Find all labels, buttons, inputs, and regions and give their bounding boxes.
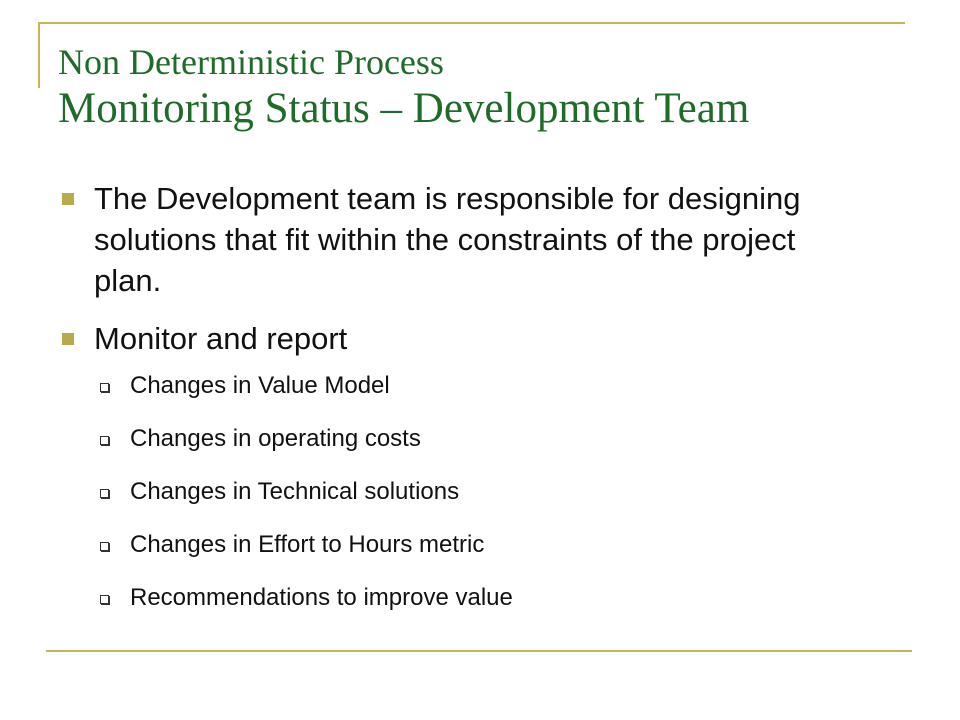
title-line-1: Non Deterministic Process — [58, 42, 444, 82]
hollow-square-bullet-icon — [100, 436, 109, 445]
sub-bullet-item — [58, 477, 838, 507]
bullet-text: The Development team is responsible for designing solutions that fit within the constraints of the project plan. — [94, 181, 801, 298]
title-line-2: Monitoring Status – Development Team — [58, 85, 750, 132]
sub-bullet-text: Recommendations to improve value — [130, 584, 513, 611]
left-rule — [38, 22, 40, 88]
hollow-square-bullet-icon — [100, 489, 109, 498]
slide-body — [58, 178, 838, 636]
sub-bullet-text: Changes in Technical solutions — [130, 478, 460, 505]
sub-bullet-list — [58, 371, 838, 613]
sub-bullet-text: Changes in Effort to Hours metric — [130, 531, 485, 558]
bullet-item — [58, 178, 838, 301]
hollow-square-bullet-icon — [100, 595, 109, 604]
square-bullet-icon — [62, 333, 74, 345]
hollow-square-bullet-icon — [100, 383, 109, 392]
top-rule — [40, 22, 905, 24]
bullet-item — [58, 318, 838, 359]
square-bullet-icon — [62, 193, 74, 205]
sub-bullet-text: Changes in Value Model — [130, 372, 390, 399]
bottom-rule — [46, 650, 912, 652]
sub-bullet-item — [58, 583, 838, 613]
sub-bullet-text: Changes in operating costs — [130, 425, 421, 452]
bullet-text: Monitor and report — [94, 321, 348, 356]
sub-bullet-item — [58, 424, 838, 454]
sub-bullet-item — [58, 371, 838, 401]
slide-title — [58, 42, 918, 134]
sub-bullet-item — [58, 530, 838, 560]
hollow-square-bullet-icon — [100, 542, 109, 551]
